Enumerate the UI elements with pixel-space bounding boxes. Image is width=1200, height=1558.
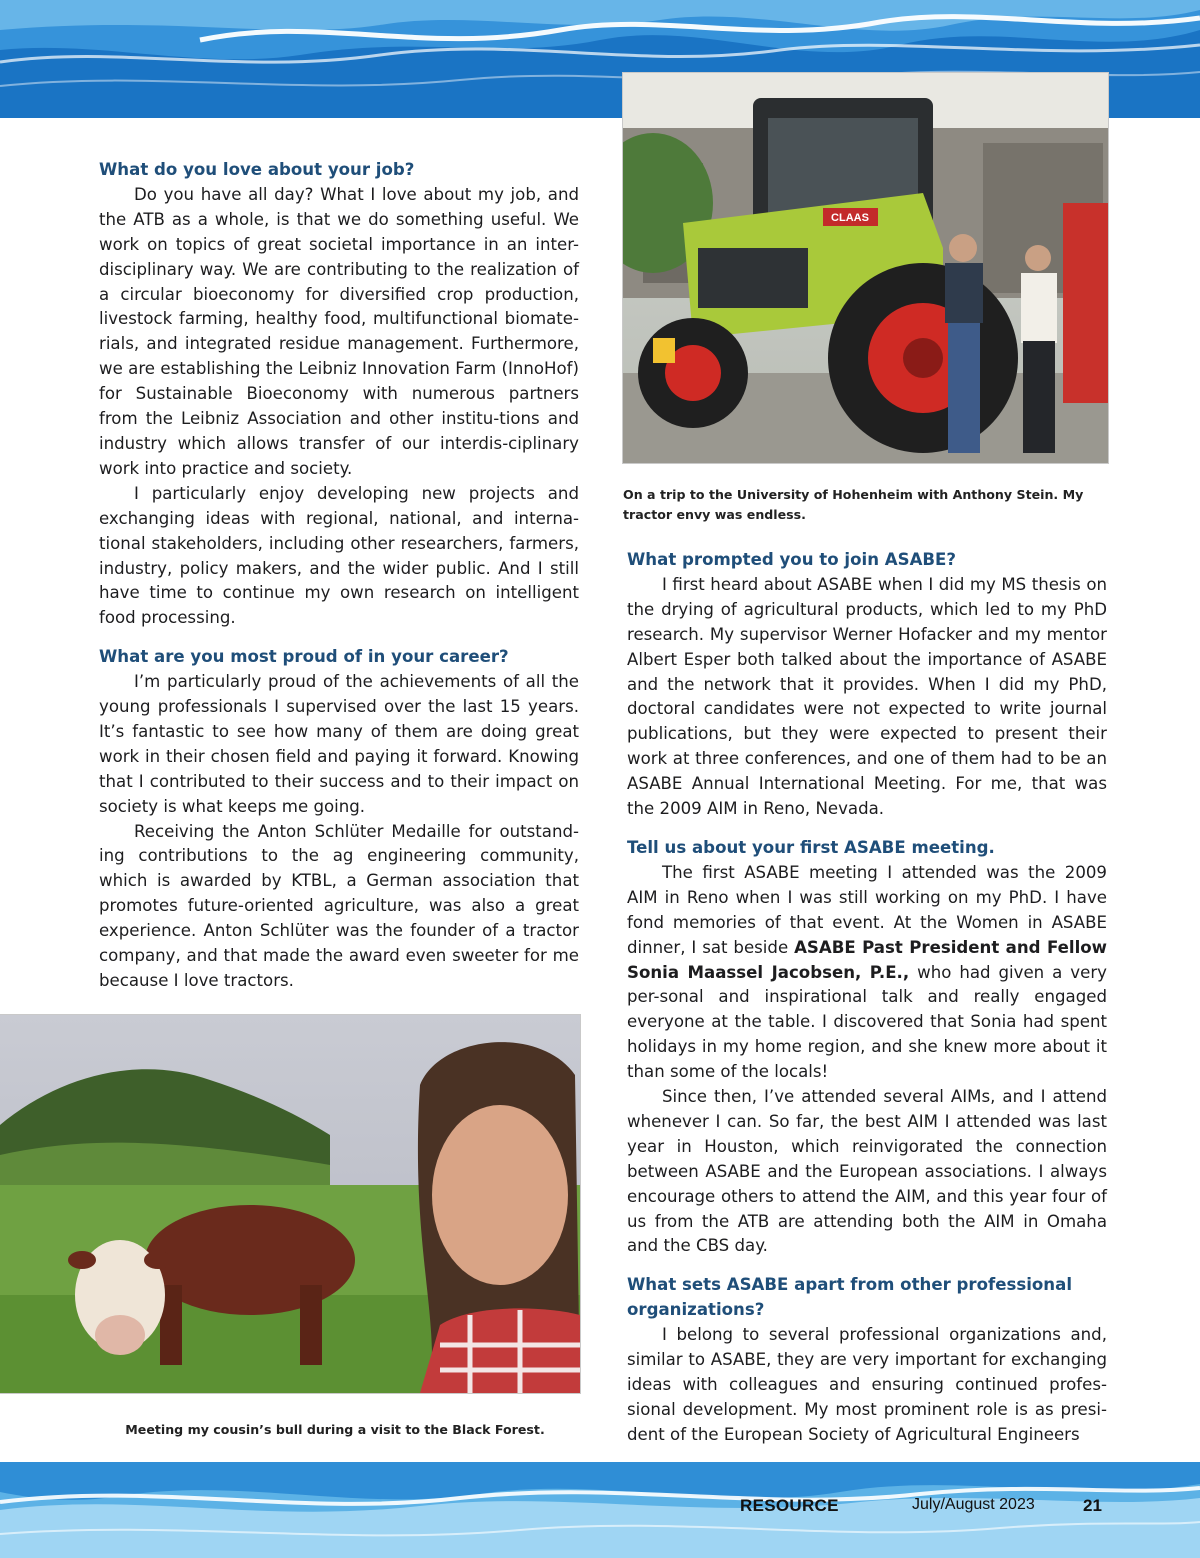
answer-text: The first ASABE meeting I attended was the 2009 AIM in Reno when I was still working on my PhD. I have fond memories of that event. At the Women in ASABE dinner, I sat beside [627,862,1107,957]
question-heading: What are you most proud of in your career? [99,647,509,667]
answer-paragraph: I belong to several professional organizations and, similar to ASABE, they are very important for exchanging ideas with colleagues and ensuring continued profes-sional development. My most prominent role is as presi-dent of the European Society of Agricultural Engineers [627,1325,1107,1444]
question-heading: What sets ASABE apart from other professional organizations? [627,1275,1073,1320]
tractor-photo [622,72,1109,464]
tractor-photo-caption: On a trip to the University of Hohenheim with Anthony Stein. My tractor envy was endless. [623,487,1084,522]
answer-paragraph: Since then, I’ve attended several AIMs, and I attend whenever I can. So far, the best AIM I attended was last year in Houston, which reinvigorated the connection between ASABE and the European associations. I always encourage others to attend the AIM, and this year four of us from the ATB are attending both the AIM in Omaha and the CBS day. [627,1087,1107,1256]
answer-text: who had given a very per-sonal and inspirational talk and really engaged everyone at the table. I discovered that Sonia had spent holidays in my home region, and she knew more about it than some of the locals! [627,962,1107,1082]
right-text-column [627,548,1107,1448]
answer-paragraph: I first heard about ASABE when I did my MS thesis on the drying of agricultural products, which led to my PhD research. My supervisor Werner Hofacker and my mentor Albert Esper both talked about the importance of ASABE and the network that it provides. When I did my PhD, doctoral candidates were not expected to write journal publications, but they were expected to present their work at three conferences, and one of them had to be an ASABE Annual International Meeting. For me, that was the 2009 AIM in Reno, Nevada. [627,574,1107,819]
bull-selfie-photo-icon [0,1015,580,1393]
tractor-brand-label: CLAAS [831,212,869,224]
tractor-photo-icon [623,73,1108,463]
footer-issue-date: July/August 2023 [912,1496,1035,1513]
question-heading: What do you love about your job? [99,160,415,179]
answer-paragraph: I particularly enjoy developing new projects and exchanging ideas with regional, national, and interna-tional stakeholders, including other researchers, farmers, industry, policy makers, and the wider public. And I still have time to continue my own research on intelligent food processing. [99,483,579,628]
answer-paragraph: I’m particularly proud of the achievements of all the young professionals I supervised over the last 15 years. It’s fantastic to see how many of them are doing great work in their chosen field and paying it forward. Knowing that I contributed to their success and to their impact on society is what keeps me going. [99,672,579,816]
question-heading: What prompted you to join ASABE? [627,550,957,569]
footer-page-number: 21 [1083,1496,1102,1515]
bull-photo-caption: Meeting my cousin’s bull during a visit to the Black Forest. [125,1422,545,1437]
answer-paragraph: Receiving the Anton Schlüter Medaille for outstand-ing contributions to the ag engineering community, which is awarded by KTBL, a German association that promotes future-oriented agriculture, was also a great experience. Anton Schlüter was the founder of a tractor company, and that made the award even sweeter for me because I love tractors. [99,821,579,990]
answer-paragraph: Do you have all day? What I love about my job, and the ATB as a whole, is that we do something useful. We work on topics of great societal importance in an inter-disciplinary way. We are contributing to the realization of a circular bioeconomy for diversified crop production, livestock farming, healthy food, multifunctional biomate-rials, and integrated residue management. Furthermore, we are establishing the Leibniz Innovation Farm (InnoHof) for Sustainable Bioeconomy with numerous partners from the Leibniz Association and other institu-tions and industry which allows transfer of our interdis-ciplinary work into practice and society. [99,184,579,478]
left-text-column [99,158,579,994]
answer-paragraph [627,861,1107,1085]
question-heading: Tell us about your first ASABE meeting. [627,837,995,857]
highlighted-name: ASABE Past President and Fellow Sonia Maassel Jacobsen, P.E., [627,937,1107,982]
footer-publication-name: RESOURCE [740,1496,839,1515]
bull-selfie-photo [0,1014,581,1394]
